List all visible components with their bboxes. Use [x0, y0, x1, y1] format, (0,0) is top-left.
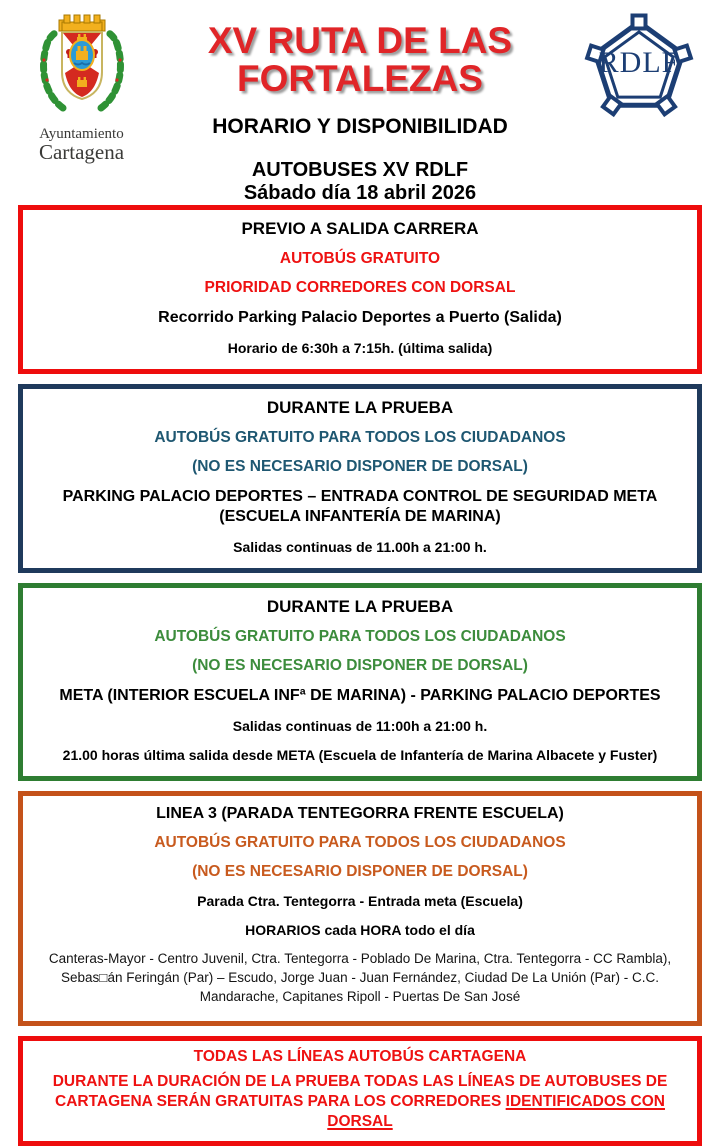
page-title — [159, 22, 561, 98]
event-heading-line2: Sábado día 18 abril 2026 — [243, 182, 477, 205]
durante-green-free-bus-line: AUTOBÚS GRATUITO PARA TODOS LOS CIUDADANOS — [154, 628, 566, 646]
linea3-stops-list: Canteras-Mayor - Centro Juvenil, Ctra. Tentegorra - Poblado De Marina, Ctra. Tentegorra - CC Rambla), Sebas□án Feringán (Par) – Escudo, Jorge Juan - Juan Fernández, Ciudad De La Unión (Par) - C.C. Mandarache, Capitanes Ripoll - Puertas De San José — [48, 951, 672, 1004]
previo-free-bus-line: AUTOBÚS GRATUITO — [279, 250, 441, 268]
previo-schedule: Horario de 6:30h a 7:15h. (última salida) — [227, 340, 493, 357]
cartagena-council-logo — [4, 6, 159, 164]
cartagena-coat-of-arms-icon — [32, 107, 132, 124]
linea3-free-bus-line: AUTOBÚS GRATUITO PARA TODOS LOS CIUDADANOS — [154, 834, 566, 852]
durante-navy-no-dorsal-line: (NO ES NECESARIO DISPONER DE DORSAL) — [192, 458, 528, 476]
page-title-line1: XV RUTA DE LAS — [207, 20, 513, 61]
page-subtitle: HORARIO Y DISPONIBILIDAD — [212, 115, 508, 139]
previo-route: Recorrido Parking Palacio Deportes a Puerto (Salida) — [158, 309, 562, 327]
council-caption-line2: Cartagena — [38, 140, 125, 165]
durante-green-title: DURANTE LA PRUEBA — [266, 597, 454, 617]
durante-green-no-dorsal-line: (NO ES NECESARIO DISPONER DE DORSAL) — [192, 657, 528, 675]
page-title-line2: FORTALEZAS — [237, 58, 483, 100]
notice-box-durante-prueba-green — [18, 583, 702, 781]
todas-lineas-underlined-text: IDENTIFICADOS CON DORSAL — [327, 1093, 665, 1131]
durante-navy-route: PARKING PALACIO DEPORTES – ENTRADA CONTROL DE SEGURIDAD META (ESCUELA INFANTERÍA DE MARINA) — [62, 488, 658, 526]
durante-navy-free-bus-line: AUTOBÚS GRATUITO PARA TODOS LOS CIUDADANOS — [154, 429, 566, 447]
todas-lineas-title: TODAS LAS LÍNEAS AUTOBÚS CARTAGENA — [193, 1047, 527, 1065]
notice-box-todas-lineas — [18, 1036, 702, 1146]
durante-navy-title: DURANTE LA PRUEBA — [266, 398, 454, 418]
event-heading — [159, 159, 561, 205]
rdlf-logo — [561, 6, 716, 133]
todas-lineas-body-text: DURANTE LA DURACIÓN DE LA PRUEBA TODAS LAS LÍNEAS DE AUTOBUSES DE CARTAGENA SERÁN GRATUITAS PARA LOS CORREDORES — [52, 1072, 668, 1111]
linea3-stop: Parada Ctra. Tentegorra - Entrada meta (Escuela) — [197, 893, 523, 910]
notice-box-linea3 — [18, 791, 702, 1026]
council-caption-line1: Ayuntamiento — [39, 126, 124, 142]
durante-green-route: META (INTERIOR ESCUELA INFª DE MARINA) - PARKING PALACIO DEPORTES — [59, 687, 661, 705]
council-logo-caption — [4, 127, 159, 164]
page-header — [0, 0, 720, 205]
durante-green-last-departure: 21.00 horas última salida desde META (Escuela de Infantería de Marina Albacete y Fuster) — [62, 747, 658, 764]
durante-green-schedule: Salidas continuas de 11:00h a 21:00 h. — [232, 718, 488, 735]
event-heading-line1: AUTOBUSES XV RDLF — [251, 159, 469, 182]
notice-box-durante-prueba-navy — [18, 384, 702, 573]
header-center — [159, 6, 561, 205]
notice-box-previo-salida — [18, 205, 702, 374]
todas-lineas-body — [39, 1072, 681, 1132]
previo-priority-line: PRIORIDAD CORREDORES CON DORSAL — [204, 279, 516, 297]
linea3-title: LINEA 3 (PARADA TENTEGORRA FRENTE ESCUELA) — [156, 805, 564, 823]
rdlf-pentagon-fortress-icon — [573, 46, 705, 132]
rdlf-logo-text: RDLF — [598, 46, 679, 79]
durante-navy-schedule: Salidas continuas de 11.00h a 21:00 h. — [233, 539, 487, 556]
previo-title: PREVIO A SALIDA CARRERA — [241, 219, 479, 239]
linea3-no-dorsal-line: (NO ES NECESARIO DISPONER DE DORSAL) — [192, 863, 528, 881]
linea3-schedule: HORARIOS cada HORA todo el día — [245, 922, 475, 939]
